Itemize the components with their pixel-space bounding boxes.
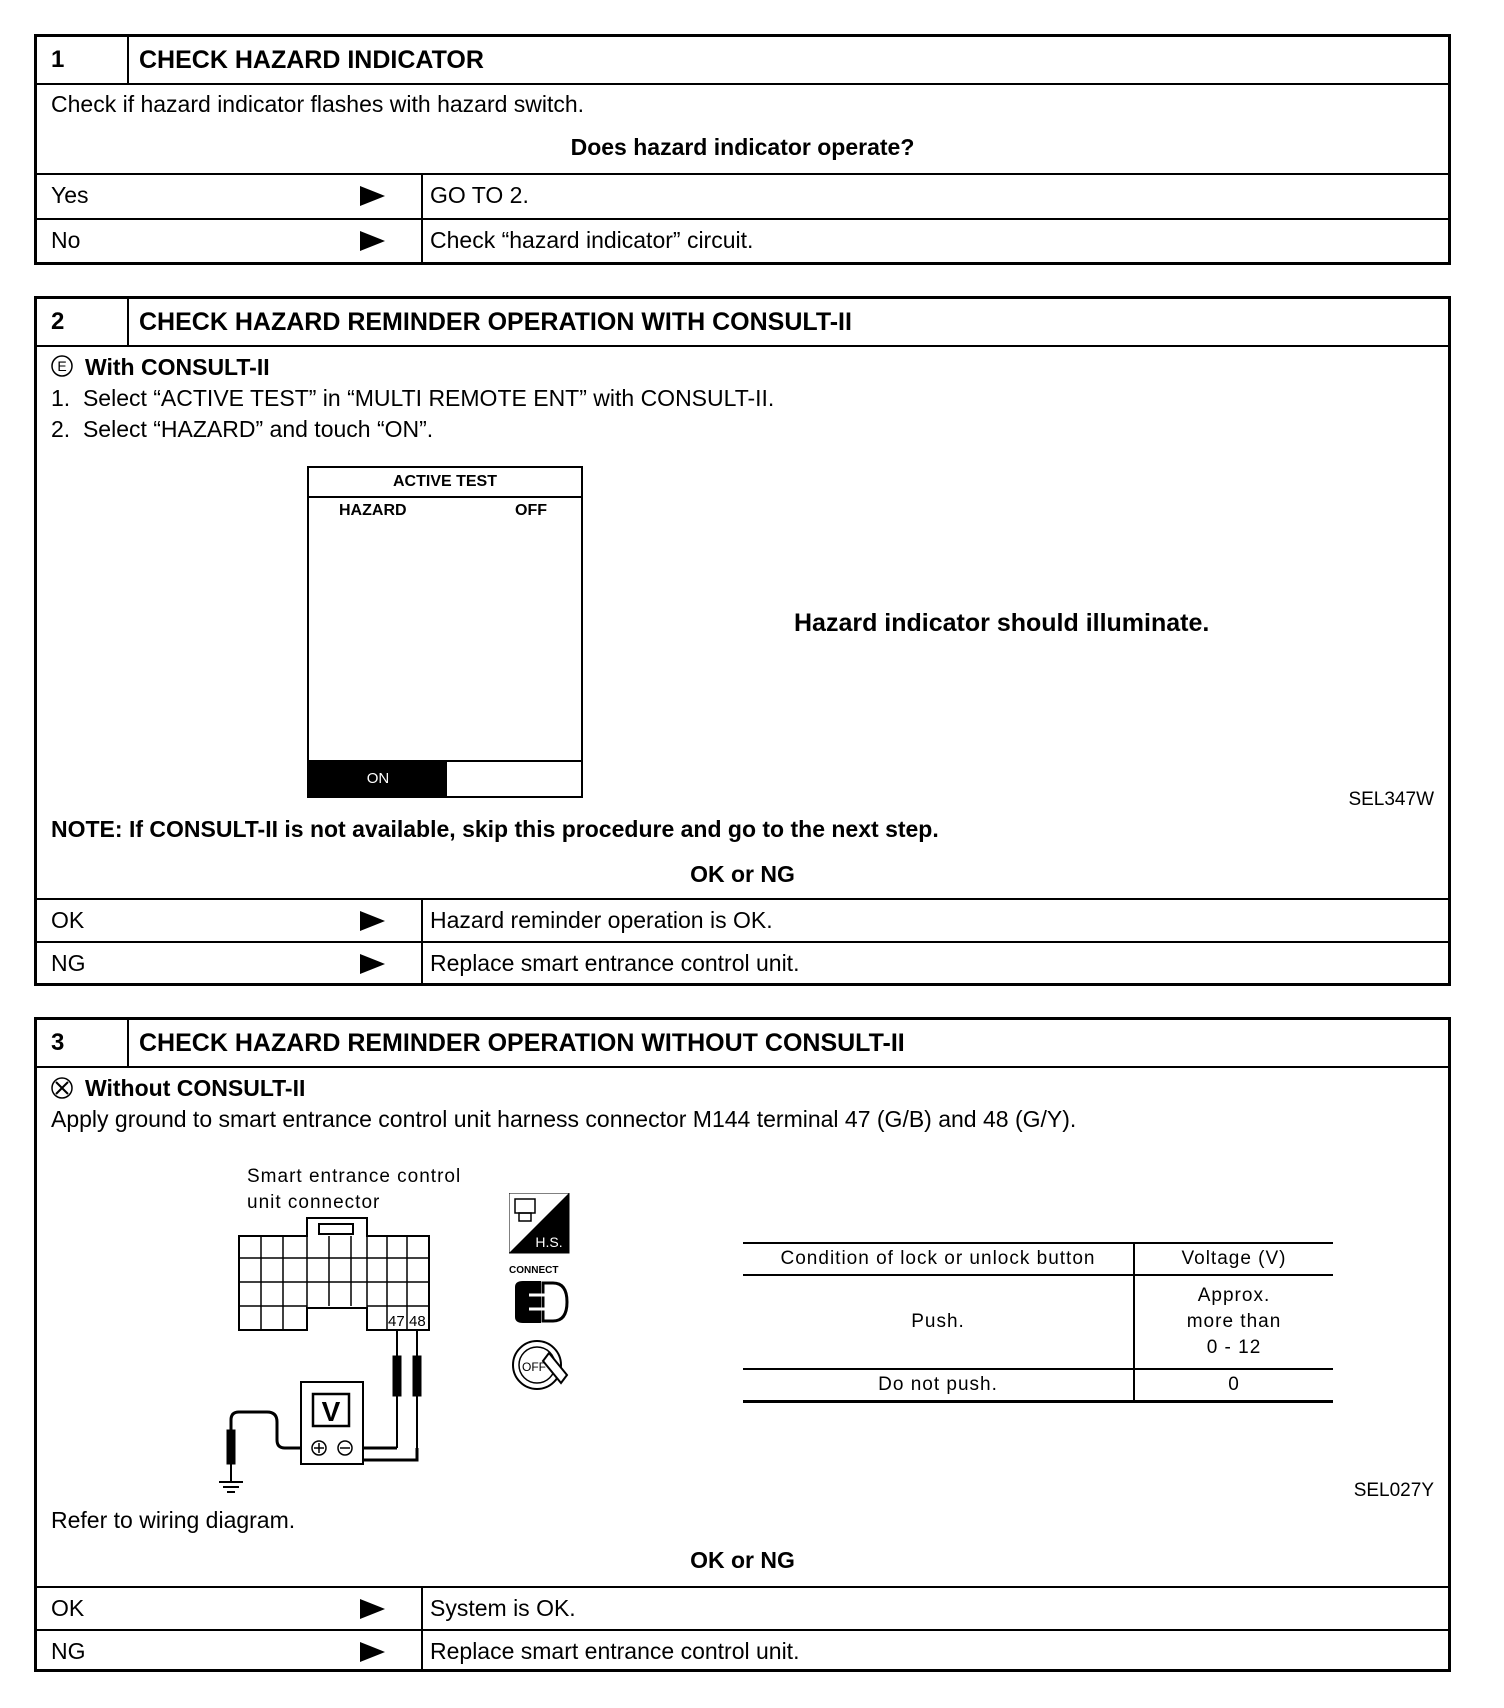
terminal-48-label: 48 [409, 1313, 426, 1330]
arrow-right-icon [360, 911, 385, 931]
arrow-right-icon [360, 954, 385, 974]
step-number: 1 [37, 37, 129, 83]
harness-side-label: H.S. [535, 1234, 563, 1250]
step-number: 2 [37, 299, 129, 345]
result-row [37, 173, 1448, 218]
step-3-box [34, 1017, 1451, 1672]
ignition-off-icon [507, 1335, 577, 1397]
on-button[interactable]: ON [309, 762, 447, 796]
condition-cell: Push. [743, 1275, 1134, 1369]
arrow-right-icon [360, 231, 385, 251]
consult-icon [50, 354, 74, 378]
result-label: No [51, 227, 81, 253]
step-3-header [37, 1020, 1448, 1068]
result-action: Replace smart entrance control unit. [421, 943, 799, 985]
step-title: CHECK HAZARD REMINDER OPERATION WITHOUT CONSULT-II [139, 1029, 905, 1057]
connect-icon [507, 1263, 577, 1333]
figure-ref: SEL347W [1348, 789, 1434, 810]
step-2-header [37, 299, 1448, 347]
result-action: Replace smart entrance control unit. [421, 1631, 799, 1671]
table-row [743, 1369, 1333, 1402]
result-label: OK [51, 907, 85, 933]
voltage-line: Approx. [1197, 1285, 1271, 1306]
result-action: Check “hazard indicator” circuit. [421, 220, 753, 264]
table-row [743, 1275, 1333, 1369]
refer-text: Refer to wiring diagram. [51, 1507, 296, 1533]
result-row [37, 898, 1448, 943]
condition-cell: Do not push. [743, 1369, 1134, 1402]
result-label: NG [51, 950, 86, 976]
step-1-header [37, 37, 1448, 85]
note: NOTE: If CONSULT-II is not available, skip this procedure and go to the next step. [51, 816, 939, 842]
voltage-line: 0 - 12 [1206, 1337, 1262, 1358]
ground-icon [219, 1482, 243, 1492]
result-row [37, 1629, 1448, 1671]
active-test-screen [307, 466, 583, 798]
with-consult-label: With CONSULT-II [85, 354, 270, 380]
consult-icon-letter: E [57, 358, 67, 374]
screen-value: OFF [515, 502, 547, 519]
terminal-47-label: 47 [388, 1313, 405, 1330]
step-number: 3 [37, 1020, 129, 1066]
step-1-box [34, 34, 1451, 265]
screen-header: ACTIVE TEST [309, 468, 581, 498]
voltage-line: more than [1186, 1311, 1282, 1332]
result-action: Hazard reminder operation is OK. [421, 900, 773, 943]
voltmeter-icon [301, 1382, 363, 1464]
without-consult-label: Without CONSULT-II [85, 1075, 306, 1101]
result-action: System is OK. [421, 1588, 576, 1631]
arrow-right-icon [360, 1642, 385, 1662]
screen-item: HAZARD [339, 502, 407, 519]
table-header-row [743, 1243, 1333, 1275]
ignition-off-label: OFF [522, 1360, 546, 1374]
step-instruction: Check if hazard indicator flashes with hazard switch. [51, 91, 585, 117]
voltage-header: Voltage (V) [1134, 1243, 1333, 1275]
condition-header: Condition of lock or unlock button [743, 1243, 1134, 1275]
voltage-cell [1134, 1275, 1333, 1369]
step-2-box [34, 296, 1451, 986]
step-instruction: Apply ground to smart entrance control unit harness connector M144 terminal 47 (G/B) and 48 (G/Y). [51, 1106, 1077, 1132]
arrow-right-icon [360, 1599, 385, 1619]
step-title: CHECK HAZARD REMINDER OPERATION WITH CONSULT-II [139, 308, 852, 336]
result-label: NG [51, 1638, 86, 1664]
step-question: Does hazard indicator operate? [570, 134, 915, 160]
result-action: GO TO 2. [421, 175, 529, 218]
result-row [37, 941, 1448, 985]
step-question: OK or NG [690, 1547, 795, 1573]
figure-ref: SEL027Y [1353, 1480, 1434, 1501]
voltage-table [743, 1242, 1333, 1403]
result-label: OK [51, 1595, 85, 1621]
screen-button-bar [309, 760, 581, 796]
step-title: CHECK HAZARD INDICATOR [139, 46, 484, 74]
expected-result: Hazard indicator should illuminate. [794, 609, 1210, 637]
voltage-cell: 0 [1134, 1369, 1333, 1402]
procedure-step: 1. Select “ACTIVE TEST” in “MULTI REMOTE ENT” with CONSULT-II. [51, 385, 775, 411]
no-consult-icon [50, 1076, 74, 1100]
ground-lead [227, 1412, 301, 1482]
result-row [37, 1586, 1448, 1631]
arrow-right-icon [360, 186, 385, 206]
result-label: Yes [51, 182, 89, 208]
voltmeter-symbol: V [321, 1396, 341, 1427]
probe-leads [363, 1330, 421, 1460]
step-question: OK or NG [690, 861, 795, 887]
connect-label: CONNECT [509, 1265, 559, 1276]
harness-side-icon [509, 1193, 571, 1255]
connector-label-line-2: unit connector [247, 1192, 381, 1213]
result-row [37, 218, 1448, 264]
connector-label-line-1: Smart entrance control [247, 1166, 462, 1187]
procedure-step: 2. Select “HAZARD” and touch “ON”. [51, 416, 434, 442]
